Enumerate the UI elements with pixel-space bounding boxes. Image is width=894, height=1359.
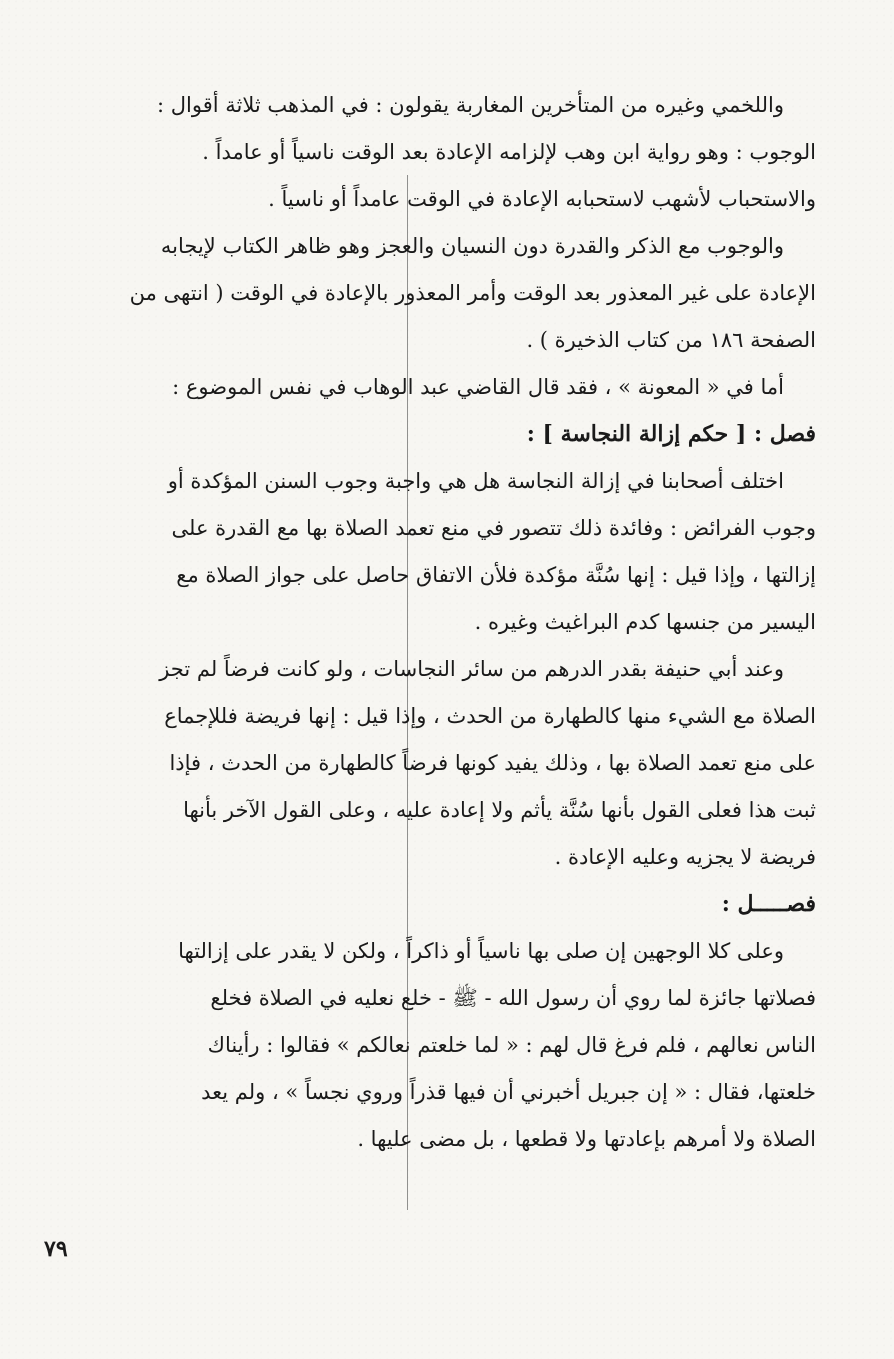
page-body — [78, 82, 816, 1163]
section-heading: فصـــــل : — [721, 891, 816, 917]
paragraph-line: اختلف أصحابنا في إزالة النجاسة هل هي واجبة وجوب السنن المؤكدة أو — [167, 469, 784, 493]
paragraph-line: واللخمي وغيره من المتأخرين المغاربة يقولون : في المذهب ثلاثة أقوال : — [157, 93, 784, 117]
paragraph-line: الناس نعالهم ، فلم فرغ قال لهم : « لما خلعتم نعالكم » فقالوا : رأيناك — [207, 1033, 816, 1057]
paragraph-line: والاستحباب لأشهب لاستحبابه الإعادة في الوقت عامداً أو ناسياً . — [268, 187, 816, 211]
paragraph-line: الإعادة على غير المعذور بعد الوقت وأمر المعذور بالإعادة في الوقت ( انتهى من — [129, 281, 816, 305]
paragraph-line: وعند أبي حنيفة بقدر الدرهم من سائر النجاسات ، ولو كانت فرضاً لم تجز — [159, 657, 784, 681]
paragraph-line: الصلاة مع الشيء منها كالطهارة من الحدث ، وإذا قيل : إنها فريضة فللإجماع — [164, 704, 816, 728]
paragraph-line: والوجوب مع الذكر والقدرة دون النسيان والعجز وهو ظاهر الكتاب لإيجابه — [160, 234, 784, 258]
paragraph-line: الصلاة ولا أمرهم بإعادتها ولا قطعها ، بل مضى عليها . — [357, 1127, 816, 1151]
paragraph-line: الصفحة ١٨٦ من كتاب الذخيرة ) . — [526, 328, 816, 352]
paragraph-line: على منع تعمد الصلاة بها ، وذلك يفيد كونها فرضاً كالطهارة من الحدث ، فإذا — [169, 751, 816, 775]
paragraph-line: وعلى كلا الوجهين إن صلى بها ناسياً أو ذاكراً ، ولكن لا يقدر على إزالتها — [178, 939, 784, 963]
paragraph-line: أما في « المعونة » ، فقد قال القاضي عبد الوهاب في نفس الموضوع : — [172, 375, 784, 399]
paragraph-line: خلعتها، فقال : « إن جبريل أخبرني أن فيها قذراً وروي نجساً » ، ولم يعد — [201, 1080, 816, 1104]
paragraph-line: وجوب الفرائض : وفائدة ذلك تتصور في منع تعمد الصلاة بها مع القدرة على — [171, 516, 816, 540]
page-number: ٧٩ — [44, 1236, 68, 1262]
paragraph-line: فريضة لا يجزيه وعليه الإعادة . — [554, 845, 816, 869]
paragraph-line: اليسير من جنسها كدم البراغيث وغيره . — [474, 610, 816, 634]
paragraph-line: فصلاتها جائزة لما روي أن رسول الله - ﷺ - خلع نعليه في الصلاة فخلع — [210, 986, 816, 1010]
paragraph-line: إزالتها ، وإذا قيل : إنها سُنَّة مؤكدة فلأن الاتفاق حاصل على جواز الصلاة مع — [176, 563, 816, 587]
section-heading: فصل : [ حكم إزالة النجاسة ] : — [526, 421, 816, 447]
paragraph-line: الوجوب : وهو رواية ابن وهب لإلزامه الإعادة بعد الوقت ناسياً أو عامداً . — [202, 140, 816, 164]
paragraph-line: ثبت هذا فعلى القول بأنها سُنَّة يأثم ولا إعادة عليه ، وعلى القول الآخر بأنها — [183, 798, 816, 822]
